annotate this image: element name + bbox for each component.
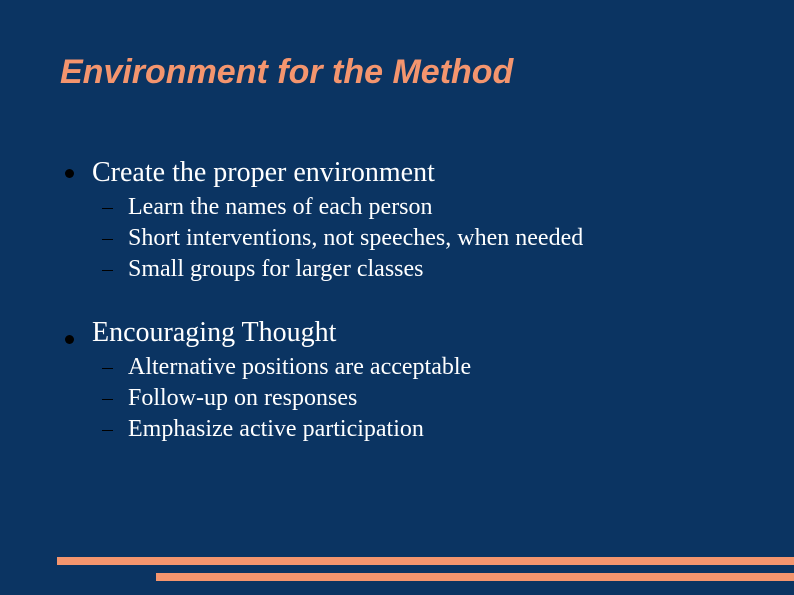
sub-bullet-text: Small groups for larger classes	[128, 256, 424, 282]
decorative-bar-top	[57, 557, 794, 565]
sub-bullet-text: Emphasize active participation	[128, 416, 424, 442]
slide-title: Environment for the Method	[60, 53, 514, 91]
sub-bullet-text: Learn the names of each person	[128, 194, 433, 220]
bullet-text: Create the proper environment	[92, 157, 435, 188]
sub-bullet-text: Short interventions, not speeches, when needed	[128, 225, 584, 251]
bullet-dot-icon	[65, 169, 74, 178]
dash-icon	[102, 368, 113, 369]
bullet-text: Encouraging Thought	[92, 317, 337, 348]
dash-icon	[102, 399, 113, 400]
dash-icon	[102, 239, 113, 240]
decorative-bar-bottom	[156, 573, 794, 581]
dash-icon	[102, 208, 113, 209]
dash-icon	[102, 270, 113, 271]
dash-icon	[102, 430, 113, 431]
sub-bullet-text: Alternative positions are acceptable	[128, 354, 472, 380]
sub-bullet-text: Follow-up on responses	[128, 385, 358, 411]
bullet-dot-icon	[65, 335, 74, 344]
